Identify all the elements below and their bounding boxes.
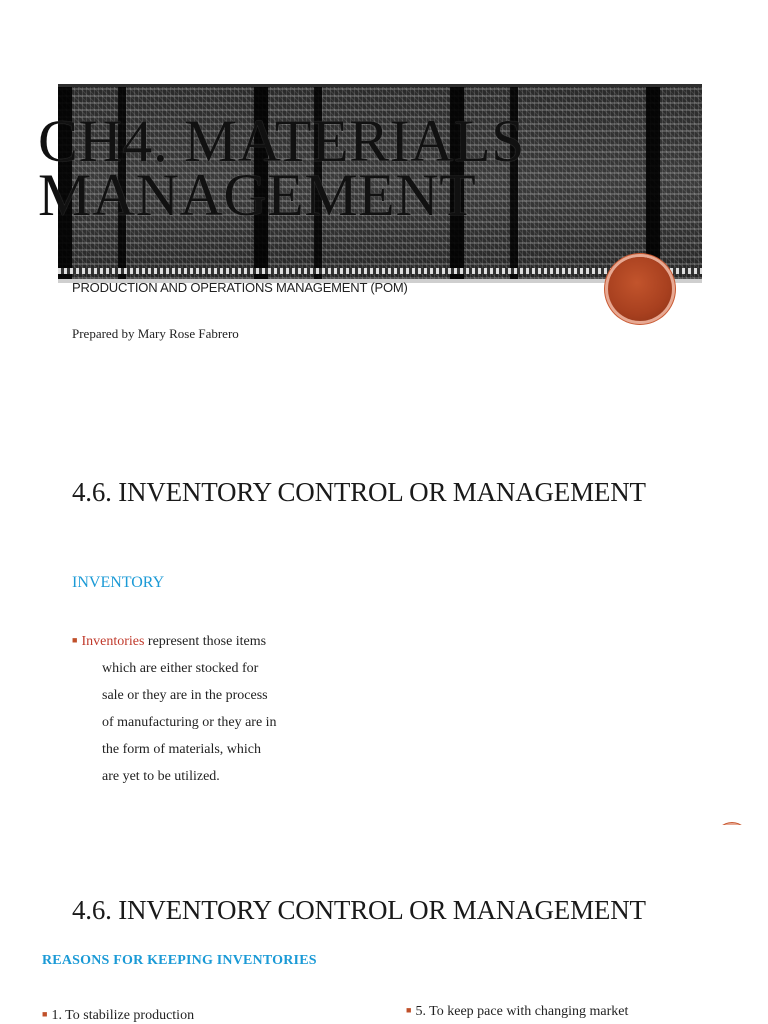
slide-title: CH4. MATERIALS MANAGEMENT: [38, 108, 526, 228]
bullet-square-icon: ■: [42, 1009, 48, 1019]
bullet-line: of manufacturing or they are in: [102, 715, 277, 730]
inventory-slide: [0, 395, 768, 825]
bullet-item: [72, 627, 322, 790]
banner-bottom-strip: [58, 268, 702, 274]
bullet-square-icon: ■: [406, 1005, 412, 1015]
bullet-text: represent those items: [144, 634, 267, 649]
bullet-term: Inventories: [81, 634, 145, 649]
bullet-line: the form of materials, which: [102, 742, 262, 757]
bullet-line: which are either stocked for: [102, 661, 259, 676]
bullet-square-icon: ■: [72, 635, 78, 645]
section-label: REASONS FOR KEEPING INVENTORIES: [42, 953, 317, 968]
reason-text: 5. To keep pace with changing market: [415, 1004, 629, 1019]
reasons-slide: [0, 825, 768, 1024]
author-line: Prepared by Mary Rose Fabrero: [72, 326, 239, 341]
title-slide: [0, 0, 768, 395]
reason-item: [42, 1008, 194, 1024]
slide-heading: 4.6. INVENTORY CONTROL OR MANAGEMENT: [72, 895, 646, 925]
bullet-line: sale or they are in the process: [102, 688, 268, 703]
reason-text: 1. To stabilize production: [51, 1008, 195, 1023]
reason-item: [406, 1004, 628, 1020]
slide-heading: 4.6. INVENTORY CONTROL OR MANAGEMENT: [72, 477, 646, 507]
bullet-line: are yet to be utilized.: [102, 769, 220, 784]
slide-subtitle: PRODUCTION AND OPERATIONS MANAGEMENT (POM): [72, 280, 408, 295]
section-label: INVENTORY: [72, 574, 165, 591]
decorative-circle-icon: [608, 257, 672, 321]
